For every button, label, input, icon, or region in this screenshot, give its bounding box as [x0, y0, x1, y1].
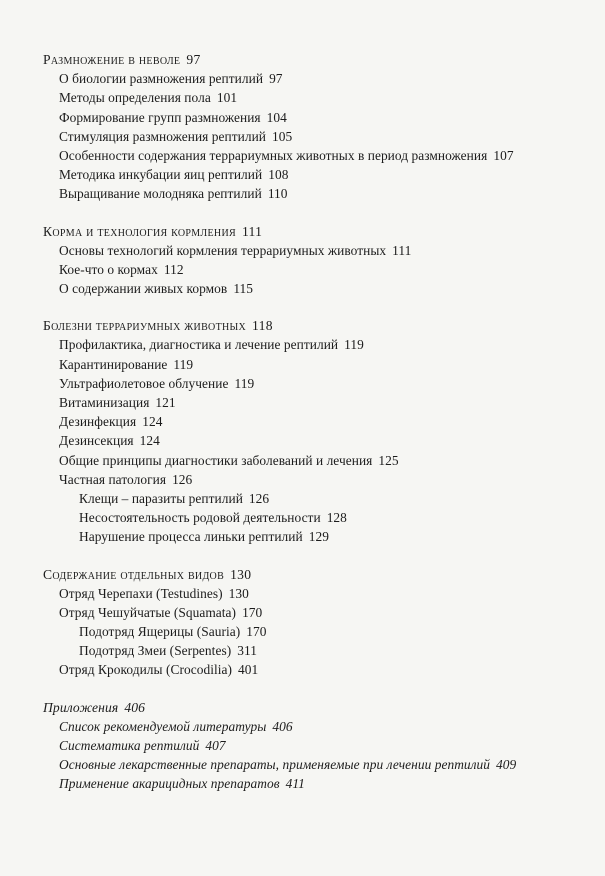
toc-entry [0, 431, 605, 450]
section-heading [0, 222, 605, 241]
entry-title: О содержании живых кормов [59, 281, 228, 297]
toc-entry [0, 165, 605, 184]
entry-title: Отряд Чешуйчатые (Squamata) [59, 604, 237, 620]
toc-subentry [0, 641, 605, 660]
toc-entry [0, 736, 605, 755]
toc-entry [0, 470, 605, 489]
page-number: 406 [272, 718, 293, 734]
toc-entry [0, 260, 605, 279]
entry-title: О биологии размножения рептилий [59, 71, 264, 87]
page-number: 130 [228, 585, 249, 601]
table-of-contents [0, 50, 605, 812]
page-number: 411 [285, 776, 305, 792]
entry-title: Дезинсекция [59, 433, 134, 449]
toc-subentry [0, 622, 605, 641]
entry-title: Частная патология [59, 471, 167, 487]
toc-subentry [0, 527, 605, 546]
toc-entry [0, 279, 605, 298]
page-number: 124 [142, 414, 163, 430]
toc-entry [0, 69, 605, 88]
entry-title: Формирование групп размножения [59, 109, 261, 125]
toc-entry [0, 241, 605, 260]
page-number: 105 [272, 128, 293, 144]
page-number: 130 [230, 566, 252, 582]
toc-section [0, 50, 605, 204]
page-number: 104 [266, 109, 287, 125]
toc-subentry [0, 508, 605, 527]
entry-title: Выращивание молодняка рептилий [59, 186, 262, 202]
entry-title: Карантинирование [59, 356, 168, 372]
section-title: Корма и технология кормления [43, 223, 236, 239]
entry-title: Особенности содержания террариумных животных в период размножения [59, 147, 488, 163]
entry-title: Подотряд Змеи (Serpentes) [79, 643, 232, 659]
page-number: 311 [237, 643, 257, 659]
page-number: 170 [246, 624, 267, 640]
entry-title: Основы технологий кормления террариумных животных [59, 242, 387, 258]
page-number: 111 [241, 223, 263, 239]
page-number: 101 [216, 90, 238, 106]
entry-title: Методика инкубации яиц рептилий [59, 167, 263, 183]
page-number: 119 [173, 356, 194, 372]
toc-entry [0, 88, 605, 107]
toc-entry [0, 717, 605, 736]
page-number: 126 [172, 471, 193, 487]
toc-entry [0, 584, 605, 603]
page-number: 119 [234, 375, 255, 391]
section-title: Содержание отдельных видов [43, 566, 225, 582]
toc-entry [0, 146, 605, 165]
section-heading [0, 50, 605, 69]
entry-title: Список рекомендуемой литературы [59, 718, 267, 734]
page-number: 107 [493, 147, 514, 163]
section-title: Размножение в неволе [43, 52, 181, 67]
page-number: 170 [242, 604, 263, 620]
toc-entry [0, 374, 605, 393]
section-title: Болезни террариумных животных [43, 318, 247, 334]
entry-title: Применение акарицидных препаратов [59, 776, 280, 792]
page-number: 108 [268, 167, 289, 183]
page-number: 111 [392, 242, 412, 258]
section-title: Приложения [43, 699, 119, 715]
entry-title: Методы определения пола [59, 90, 211, 106]
entry-title: Нарушение процесса линьки рептилий [79, 529, 303, 545]
toc-subentry [0, 489, 605, 508]
toc-entry [0, 184, 605, 203]
toc-entry [0, 393, 605, 412]
toc-section [0, 222, 605, 299]
entry-title: Основные лекарственные препараты, применяемые при лечении рептилий [59, 757, 491, 773]
toc-entry [0, 335, 605, 354]
page-number: 97 [186, 52, 201, 67]
entry-title: Стимуляция размножения рептилий [59, 128, 267, 144]
appendix-section [0, 698, 605, 794]
entry-title: Витаминизация [59, 395, 150, 410]
page-number: 124 [139, 433, 160, 449]
page-number: 406 [124, 699, 146, 715]
page-number: 115 [233, 281, 254, 297]
toc-section [0, 565, 605, 680]
page-number: 128 [326, 510, 347, 526]
entry-title: Клещи – паразиты рептилий [79, 490, 243, 506]
entry-title: Ультрафиолетовое облучение [59, 375, 229, 391]
entry-title: Кое-что о кормах [59, 261, 158, 277]
page-number: 409 [496, 757, 517, 773]
entry-title: Общие принципы диагностики заболеваний и лечения [59, 452, 373, 468]
toc-entry [0, 755, 605, 774]
page-number: 110 [267, 186, 288, 202]
page-number: 121 [155, 395, 176, 410]
toc-entry [0, 603, 605, 622]
entry-title: Дезинфекция [59, 414, 137, 430]
toc-entry [0, 660, 605, 679]
section-heading [0, 316, 605, 335]
entry-title: Систематика рептилий [59, 738, 200, 753]
page-number: 112 [163, 261, 184, 277]
toc-entry [0, 774, 605, 793]
toc-entry [0, 451, 605, 470]
page-number: 401 [238, 662, 259, 678]
page-number: 126 [248, 490, 270, 506]
toc-entry [0, 412, 605, 431]
toc-entry [0, 127, 605, 146]
entry-title: Отряд Черепахи (Testudines) [59, 585, 223, 601]
toc-section [0, 316, 605, 546]
page-number: 97 [269, 71, 283, 87]
entry-title: Подотряд Ящерицы (Sauria) [79, 624, 241, 640]
page-number: 129 [308, 529, 329, 545]
entry-title: Отряд Крокодилы (Crocodilia) [59, 662, 233, 678]
section-heading [0, 698, 605, 717]
page-number: 119 [344, 337, 364, 353]
page-number: 407 [205, 738, 226, 753]
page-number: 125 [378, 452, 399, 468]
toc-entry [0, 355, 605, 374]
entry-title: Несостоятельность родовой деятельности [79, 510, 321, 526]
entry-title: Профилактика, диагностика и лечение рептилий [59, 337, 339, 353]
page-number: 118 [252, 318, 273, 334]
toc-entry [0, 108, 605, 127]
section-heading [0, 565, 605, 584]
